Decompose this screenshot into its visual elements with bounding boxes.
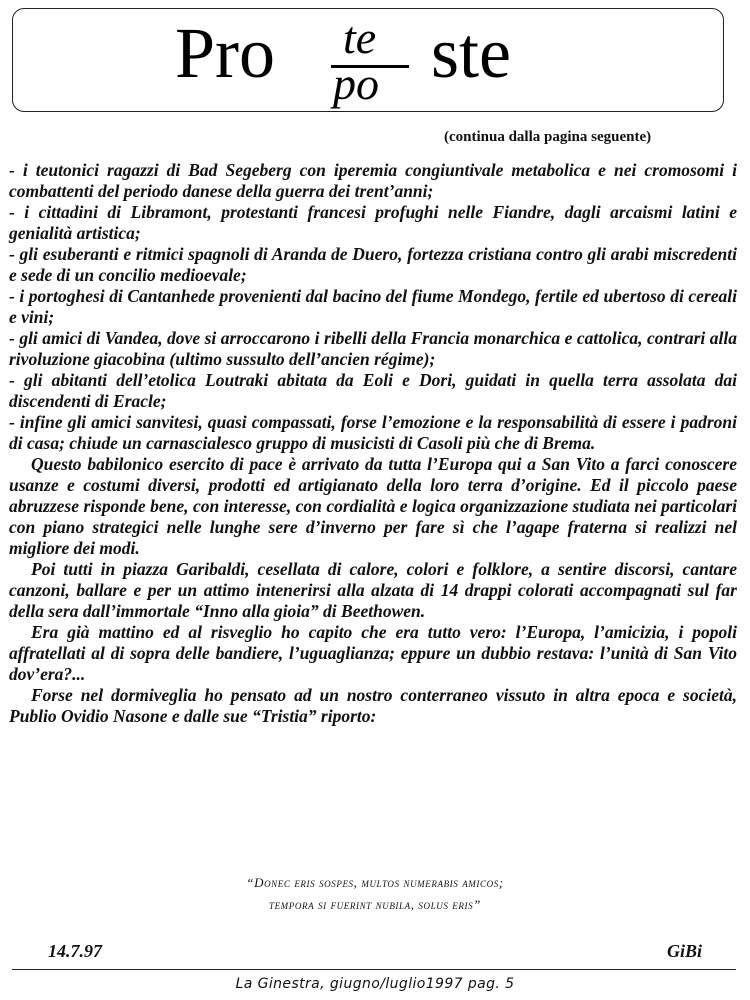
continuation-note: (continua dalla pagina seguente) xyxy=(444,129,652,145)
list-item: - i cittadini di Libramont, protestanti francesi profughi nelle Fiandre, dagli arcaismi latini e genialità artistica; xyxy=(9,202,737,243)
paragraph: Poi tutti in piazza Garibaldi, cesellata di calore, colori e folklore, a sentire discorsi, cantare canzoni, ballare e per un attimo intenerirsi alla alzata di 14 drappi colorati accompagnati sul far della sera dall’immortale “Inno alla gioia” di Beethowen. xyxy=(9,559,737,621)
list-item: - i portoghesi di Cantanhede provenienti dal bacino del fiume Mondego, fertile ed ubertoso di cereali e vini; xyxy=(9,286,737,327)
latin-quote-line-1: “Donec eris sospes, multos numerabis amicos; xyxy=(246,875,504,890)
footer-divider xyxy=(12,969,736,970)
list-item: - i teutonici ragazzi di Bad Segeberg con iperemia congiuntivale metabolica e nei cromosomi i combattenti del periodo danese della guerra dei trent’anni; xyxy=(9,160,737,201)
masthead-logo xyxy=(163,9,603,113)
paragraph: Forse nel dormiveglia ho pensato ad un nostro conterraneo vissuto in altra epoca e società, Publio Ovidio Nasone e dalle sue “Tristia” riporto: xyxy=(9,685,737,726)
title-box xyxy=(12,8,724,112)
author-signature: GiBi xyxy=(667,941,703,961)
latin-quote-line-2: tempora si fuerint nubila, solus eris” xyxy=(268,897,481,912)
list-item: - infine gli amici sanvitesi, quasi compassati, forse l’emozione e la responsabilità di essere i padroni di casa; chiude un carnascialesco gruppo di musicisti di Casoli più che di Brema. xyxy=(9,412,737,453)
paragraph: Questo babilonico esercito di pace è arrivato da tutta l’Europa qui a San Vito a farci conoscere usanze e costumi diversi, prodotti ed artigianato della loro terra d’origine. Ed il piccolo paese abruzzese risponde bene, con interesse, con cordialità e logica organizzazione studiata nei particolari con piano strategici nelle lunghe sere d’inverno per fare sì che l’agape fraterna si realizzi nel migliore dei modi. xyxy=(9,454,737,558)
article-body xyxy=(9,160,737,727)
title-part-te: te xyxy=(343,12,377,63)
title-part-ste: ste xyxy=(431,13,511,93)
title-part-po: po xyxy=(333,58,379,109)
article-date: 14.7.97 xyxy=(48,941,102,961)
list-item: - gli abitanti dell’etolica Loutraki abitata da Eoli e Dori, guidati in quella terra assolata dai discendenti di Eracle; xyxy=(9,370,737,411)
list-item: - gli amici di Vandea, dove si arroccarono i ribelli della Francia monarchica e cattolica, contrari alla rivoluzione giacobina (ultimo sussulto dell’ancien régime); xyxy=(9,328,737,369)
title-part-pro: Pro xyxy=(175,13,276,93)
page-footer: La Ginestra, giugno/luglio1997 pag. 5 xyxy=(235,976,515,992)
paragraph: Era già mattino ed al risveglio ho capito che era tutto vero: l’Europa, l’amicizia, i popoli affratellati al di sopra delle bandiere, l’uguaglianza; eppure un dubbio restava: l’unità di San Vito dov’era?... xyxy=(9,622,737,684)
list-item: - gli esuberanti e ritmici spagnoli di Aranda de Duero, fortezza cristiana contro gli arabi miscredenti e sede di un concilio medioevale; xyxy=(9,244,737,285)
